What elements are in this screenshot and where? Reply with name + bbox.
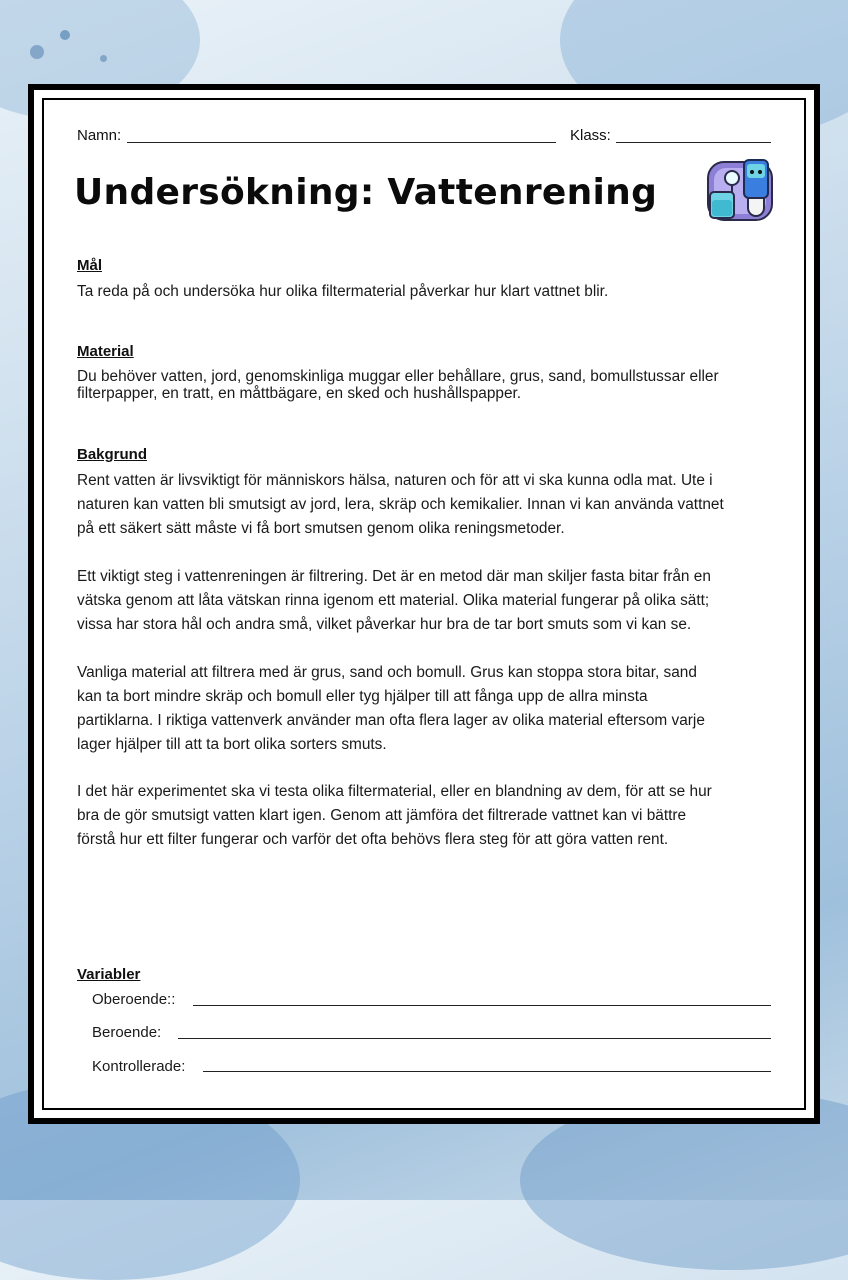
material-heading: Material xyxy=(77,343,134,360)
dependent-variable-label: Beroende: xyxy=(92,1024,162,1041)
text-line: bra de gör smutsigt vatten klart igen. Genom att jämföra det filtrerade vattnet kan vi bättre xyxy=(77,807,687,824)
independent-variable-field[interactable] xyxy=(193,1005,771,1006)
background-paragraph-4 xyxy=(77,780,777,852)
independent-variable-label: Oberoende:: xyxy=(92,991,176,1008)
text-line: förstå hur ett filter fungerar och varför det ofta behövs flera steg för att göra vatten rent. xyxy=(77,831,669,848)
watercolor-dot xyxy=(100,55,107,62)
text-line: lager hjälper till att ta bort olika sorters smuts. xyxy=(77,736,387,753)
name-label: Namn: xyxy=(77,127,122,144)
name-field[interactable] xyxy=(127,142,556,143)
text-line: I det här experimentet ska vi testa olika filtermaterial, eller en blandning av dem, för att se hur xyxy=(77,783,712,800)
text-line: Vanliga material att filtrera med är grus, sand och bomull. Grus kan stoppa stora bitar, sand xyxy=(77,664,697,681)
text-line: vissa har stora hål och andra små, vilket påverkar hur bra de tar bort smuts som vi kan se. xyxy=(77,616,692,633)
background-paragraph-2 xyxy=(77,565,777,637)
controlled-variables-field[interactable] xyxy=(203,1071,771,1072)
background-paragraph-1 xyxy=(77,469,777,541)
watercolor-dot xyxy=(30,45,44,59)
dependent-variable-field[interactable] xyxy=(178,1038,771,1039)
text-line: på ett säkert sätt måste vi få bort smutsen genom olika reningsmetoder. xyxy=(77,520,565,537)
goal-text: Ta reda på och undersöka hur olika filtermaterial påverkar hur klart vattnet blir. xyxy=(77,283,609,300)
background-paragraph-3 xyxy=(77,661,777,757)
material-line: Du behöver vatten, jord, genomskinliga muggar eller behållare, grus, sand, bomullstussar eller xyxy=(77,368,719,385)
class-label: Klass: xyxy=(570,127,611,144)
text-line: kan ta bort mindre skräp och bomull eller tyg hjälper till att fånga upp de allra minsta xyxy=(77,688,648,705)
goal-heading: Mål xyxy=(77,257,103,274)
text-line: partiklarna. I riktiga vattenverk använder man ofta flera lager av olika material eftersom varje xyxy=(77,712,705,729)
material-line: filterpapper, en tratt, en måttbägare, en sked och hushållspapper. xyxy=(77,385,522,402)
variables-heading: Variabler xyxy=(77,966,141,983)
text-line: vätska genom att låta vätskan rinna igenom ett material. Olika material fungerar på olika sätt; xyxy=(77,592,710,609)
text-line: Ett viktigt steg i vattenreningen är filtrering. Det är en metod där man skiljer fasta bitar från en xyxy=(77,568,711,585)
water-filter-icon xyxy=(704,156,778,224)
class-field[interactable] xyxy=(616,142,771,143)
text-line: Rent vatten är livsviktigt för människors hälsa, naturen och för att vi ska kunna odla mat. Ute i xyxy=(77,472,713,489)
background-heading: Bakgrund xyxy=(77,446,148,463)
controlled-variables-label: Kontrollerade: xyxy=(92,1058,186,1075)
material-text xyxy=(77,368,777,402)
page-title: Undersökning: Vattenrening xyxy=(74,172,658,213)
watercolor-dot xyxy=(60,30,70,40)
text-line: naturen kan vatten bli smutsigt av jord, lera, skräp och kemikalier. Innan vi kan använda vattnet xyxy=(77,496,724,513)
